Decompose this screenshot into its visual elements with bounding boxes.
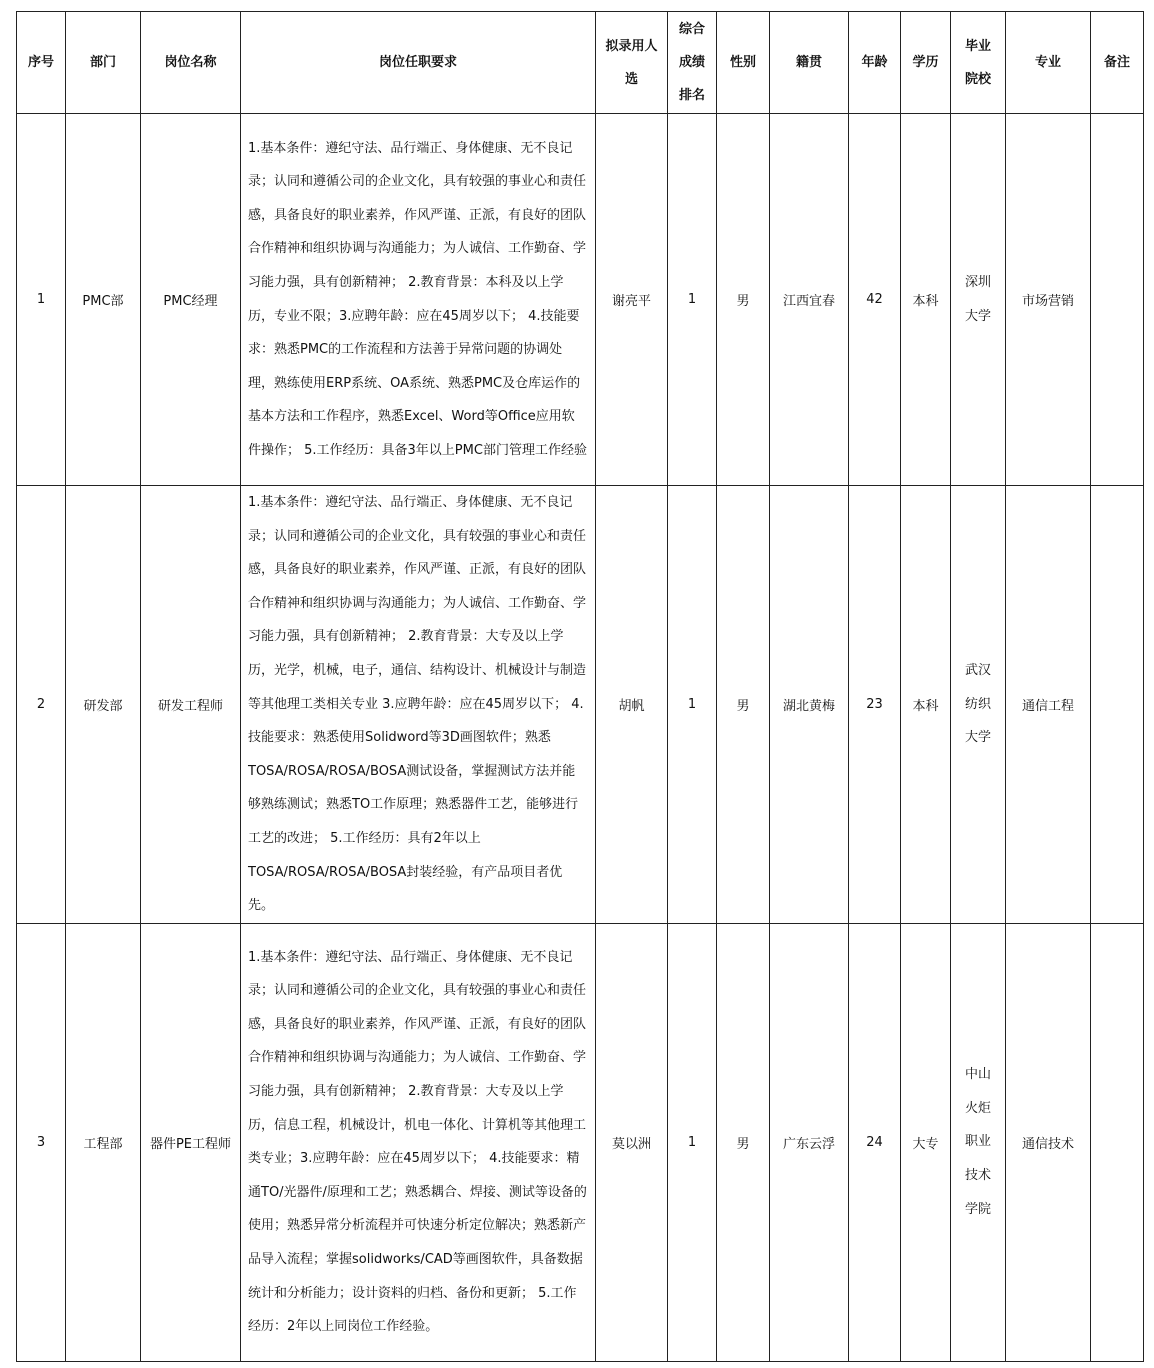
cell-seq: 3 — [17, 923, 66, 1361]
cell-gender: 男 — [717, 486, 770, 924]
header-rank: 综合成绩排名 — [668, 12, 717, 114]
cell-remark — [1091, 114, 1144, 486]
header-school: 毕业院校 — [951, 12, 1006, 114]
header-gender: 性别 — [717, 12, 770, 114]
header-dept: 部门 — [66, 12, 141, 114]
cell-hometown: 江西宜春 — [770, 114, 849, 486]
cell-school: 深圳 大学 — [951, 114, 1006, 486]
cell-dept: PMC部 — [66, 114, 141, 486]
cell-rank: 1 — [668, 923, 717, 1361]
header-row — [17, 12, 1144, 114]
cell-candidate: 莫以洲 — [596, 923, 668, 1361]
cell-education: 本科 — [901, 114, 951, 486]
cell-requirements: 1.基本条件：遵纪守法、品行端正、身体健康、无不良记录；认同和遵循公司的企业文化，具有较强的事业心和责任感，具备良好的职业素养，作风严谨、正派，有良好的团队合作精神和组织协调与沟通能力；为人诚信、工作勤奋、学习能力强，具有创新精神； 2.教育背景：大专及以上学历，光学，机械，电子，通信、结构设计、机械设计与制造等其他理工类相关专业 3.应聘年龄：应在45周岁以下； 4.技能要求：熟悉使用Solidword等3D画图软件；熟悉TOSA/ROSA/ROSA/BOSA测试设备，掌握测试方法并能够熟练测试；熟悉TO工作原理；熟悉器件工艺，能够进行工艺的改进； 5.工作经历：具有2年以上TOSA/ROSA/ROSA/BOSA封装经验，有产品项目者优先。 — [241, 486, 596, 924]
cell-hometown: 广东云浮 — [770, 923, 849, 1361]
cell-candidate: 胡帆 — [596, 486, 668, 924]
table-row — [17, 114, 1144, 486]
cell-major: 市场营销 — [1006, 114, 1091, 486]
cell-gender: 男 — [717, 923, 770, 1361]
cell-gender: 男 — [717, 114, 770, 486]
header-remark: 备注 — [1091, 12, 1144, 114]
cell-rank: 1 — [668, 114, 717, 486]
header-requirements: 岗位任职要求 — [241, 12, 596, 114]
cell-candidate: 谢亮平 — [596, 114, 668, 486]
cell-major: 通信技术 — [1006, 923, 1091, 1361]
cell-major: 通信工程 — [1006, 486, 1091, 924]
cell-rank: 1 — [668, 486, 717, 924]
cell-position: 器件PE工程师 — [141, 923, 241, 1361]
header-major: 专业 — [1006, 12, 1091, 114]
cell-remark — [1091, 486, 1144, 924]
cell-requirements: 1.基本条件：遵纪守法、品行端正、身体健康、无不良记录；认同和遵循公司的企业文化，具有较强的事业心和责任感，具备良好的职业素养，作风严谨、正派，有良好的团队合作精神和组织协调与沟通能力；为人诚信、工作勤奋、学习能力强，具有创新精神； 2.教育背景：本科及以上学历，专业不限；3.应聘年龄：应在45周岁以下； 4.技能要求：熟悉PMC的工作流程和方法善于异常问题的协调处理，熟练使用ERP系统、OA系统、熟悉PMC及仓库运作的基本方法和工作程序，熟悉Excel、Word等Office应用软件操作； 5.工作经历：具备3年以上PMC部门管理工作经验 — [241, 114, 596, 486]
cell-position: 研发工程师 — [141, 486, 241, 924]
cell-age: 23 — [849, 486, 901, 924]
cell-school: 中山 火炬 职业 技术 学院 — [951, 923, 1006, 1361]
cell-age: 24 — [849, 923, 901, 1361]
table-row — [17, 486, 1144, 924]
cell-position: PMC经理 — [141, 114, 241, 486]
header-seq: 序号 — [17, 12, 66, 114]
header-hometown: 籍贯 — [770, 12, 849, 114]
table-row — [17, 923, 1144, 1361]
cell-education: 大专 — [901, 923, 951, 1361]
header-position: 岗位名称 — [141, 12, 241, 114]
cell-seq: 1 — [17, 114, 66, 486]
cell-school: 武汉 纺织 大学 — [951, 486, 1006, 924]
cell-remark — [1091, 923, 1144, 1361]
header-age: 年龄 — [849, 12, 901, 114]
cell-dept: 工程部 — [66, 923, 141, 1361]
hiring-table — [16, 11, 1144, 1362]
cell-requirements: 1.基本条件：遵纪守法、品行端正、身体健康、无不良记录；认同和遵循公司的企业文化，具有较强的事业心和责任感，具备良好的职业素养，作风严谨、正派，有良好的团队合作精神和组织协调与沟通能力；为人诚信、工作勤奋、学习能力强，具有创新精神； 2.教育背景：大专及以上学历，信息工程，机械设计，机电一体化、计算机等其他理工类专业；3.应聘年龄：应在45周岁以下； 4.技能要求：精通TO/光器件/原理和工艺；熟悉耦合、焊接、测试等设备的使用；熟悉异常分析流程并可快速分析定位解决；熟悉新产品导入流程；掌握solidworks/CAD等画图软件，具备数据统计和分析能力；设计资料的归档、备份和更新； 5.工作经历：2年以上同岗位工作经验。 — [241, 923, 596, 1361]
cell-education: 本科 — [901, 486, 951, 924]
header-candidate: 拟录用人选 — [596, 12, 668, 114]
cell-seq: 2 — [17, 486, 66, 924]
header-education: 学历 — [901, 12, 951, 114]
cell-age: 42 — [849, 114, 901, 486]
cell-dept: 研发部 — [66, 486, 141, 924]
cell-hometown: 湖北黄梅 — [770, 486, 849, 924]
